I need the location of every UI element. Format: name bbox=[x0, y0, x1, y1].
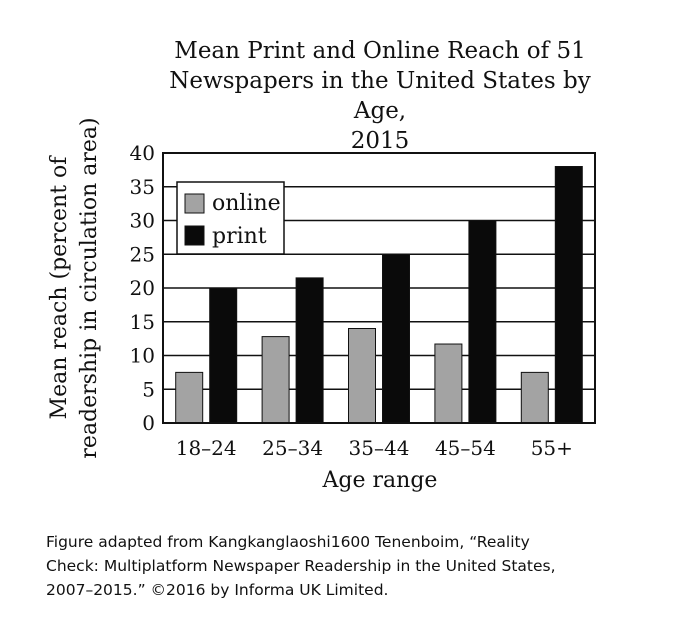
bar-online-2 bbox=[349, 329, 376, 424]
figure-caption bbox=[46, 530, 646, 602]
y-tick-label-35: 35 bbox=[129, 174, 155, 199]
x-axis-label: Age range bbox=[322, 468, 438, 493]
y-tick-label-0: 0 bbox=[142, 411, 155, 435]
x-tick-label-1: 25–34 bbox=[262, 436, 324, 460]
chart-title-line-1: Mean Print and Online Reach of 51 bbox=[174, 38, 586, 64]
legend-label-online: online bbox=[212, 191, 281, 216]
y-tick-label-20: 20 bbox=[129, 276, 155, 300]
y-tick-label-15: 15 bbox=[129, 309, 155, 334]
bar-online-4 bbox=[521, 372, 548, 423]
caption-line-1: Figure adapted from Kangkanglaoshi1600 Tenenboim, “Reality bbox=[46, 533, 530, 551]
y-axis-label bbox=[47, 117, 102, 458]
bar-online-3 bbox=[435, 344, 462, 423]
bar-print-4 bbox=[555, 167, 582, 424]
y-tick-label-5: 5 bbox=[142, 377, 155, 402]
bar-print-3 bbox=[469, 221, 496, 424]
y-tick-label-10: 10 bbox=[129, 343, 155, 368]
chart-title-line-2: Newspapers in the United States by Age, bbox=[169, 68, 591, 124]
bar-online-0 bbox=[176, 372, 203, 423]
y-axis-label-line-1: Mean reach (percent of bbox=[47, 156, 72, 420]
chart-title-line-3: 2015 bbox=[350, 128, 410, 154]
y-tick-label-30: 30 bbox=[129, 208, 155, 233]
legend-swatch-print bbox=[185, 226, 204, 245]
caption-line-2: Check: Multiplatform Newspaper Readership in the United States, bbox=[46, 557, 556, 575]
bar-print-0 bbox=[210, 288, 237, 423]
y-tick-label-40: 40 bbox=[129, 141, 155, 165]
x-tick-labels bbox=[176, 436, 573, 460]
bar-online-1 bbox=[262, 337, 289, 423]
x-tick-label-2: 35–44 bbox=[348, 436, 410, 460]
bar-print-1 bbox=[296, 278, 323, 423]
caption-line-3: 2007–2015.” ©2016 by Informa UK Limited. bbox=[46, 581, 389, 599]
legend-label-print: print bbox=[212, 224, 267, 249]
x-tick-label-0: 18–24 bbox=[175, 436, 237, 460]
y-axis-label-line-2: readership in circulation area) bbox=[77, 117, 102, 459]
x-tick-label-4: 55+ bbox=[530, 436, 573, 460]
y-tick-label-25: 25 bbox=[129, 242, 155, 267]
bar-print-2 bbox=[383, 254, 410, 423]
legend bbox=[177, 182, 284, 254]
legend-swatch-online bbox=[185, 194, 204, 213]
x-tick-label-3: 45–54 bbox=[434, 436, 496, 460]
y-tick-labels bbox=[130, 141, 155, 435]
